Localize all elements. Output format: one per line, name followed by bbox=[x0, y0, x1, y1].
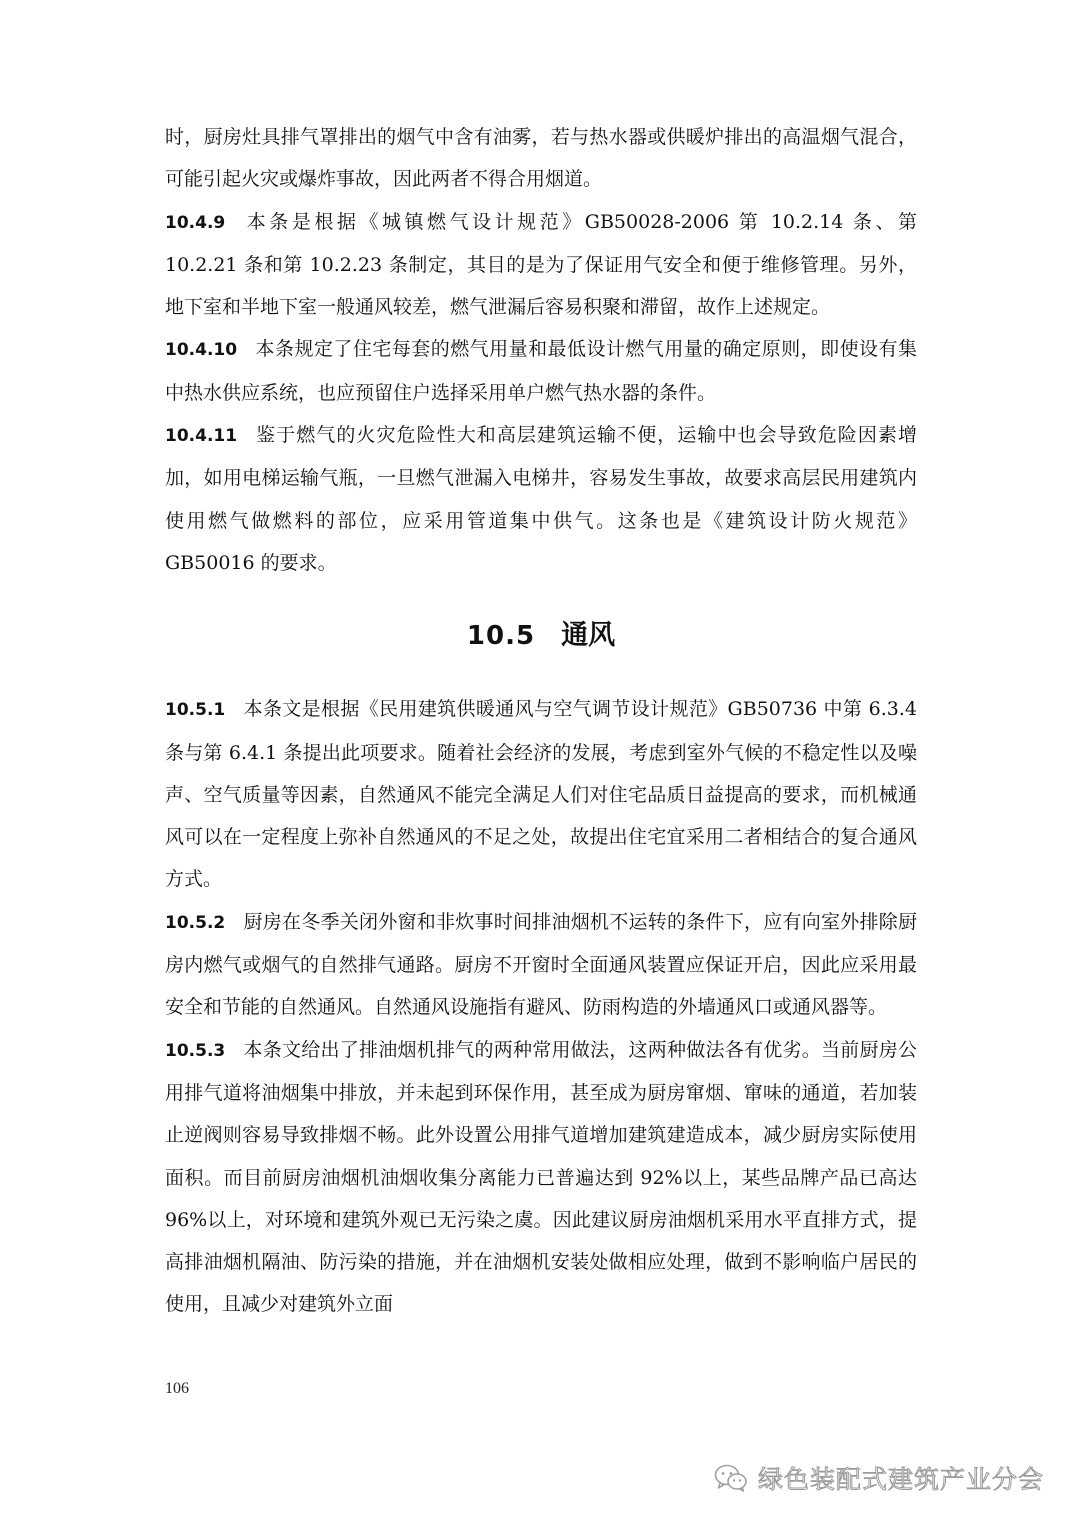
section-heading bbox=[165, 584, 917, 688]
clause-10-4-11 bbox=[165, 414, 917, 584]
section-number: 10.5 bbox=[466, 621, 536, 652]
clause-text: 厨房在冬季关闭外窗和非炊事时间排油烟机不运转的条件下，应有向室外排除厨房内燃气或烟气的自然排气通路。厨房不开窗时全面通风装置应保证开启，因此应采用最安全和节能的自然通风。自然通风设施指有避风、防雨构造的外墙通风口或通风器等。 bbox=[165, 910, 917, 1019]
clause-text: 本条文给出了排油烟机排气的两种常用做法，这两种做法各有优劣。当前厨房公用排气道将油烟集中排放，并未起到环保作用，甚至成为厨房窜烟、窜味的通道，若加装止逆阀则容易导致排烟不畅。此外设置公用排气道增加建筑建造成本，减少厨房实际使用面积。而目前厨房油烟机油烟收集分离能力已普遍达到 92%以上，某些品牌产品已高达 96%以上，对环境和建筑外观已无污染之虞。因此建议厨房油烟机采用水平直排方式，提高排油烟机隔油、防污染的措施，并在油烟机安装处做相应处理，做到不影响临户居民的使用，且减少对建筑外立面 bbox=[165, 1038, 917, 1316]
clause-text: 本条文是根据《民用建筑供暖通风与空气调节设计规范》GB50736 中第 6.3.4 条与第 6.4.1 条提出此项要求。随着社会经济的发展，考虑到室外气候的不稳定性以及噪声、空气质量等因素，自然通风不能完全满足人们对住宅品质日益提高的要求，而机械通风可以在一定程度上弥补自然通风的不足之处，故提出住宅宜采用二者相结合的复合通风方式。 bbox=[165, 698, 917, 891]
clause-number: 10.4.10 bbox=[165, 340, 238, 361]
clause-number: 10.5.3 bbox=[165, 1040, 226, 1061]
clause-10-5-2 bbox=[165, 901, 917, 1029]
clause-number: 10.5.1 bbox=[165, 700, 226, 721]
clause-10-5-3 bbox=[165, 1029, 917, 1326]
clause-text: 本条规定了住宅每套的燃气用量和最低设计燃气用量的确定原则，即使设有集中热水供应系统，也应预留住户选择采用单户燃气热水器的条件。 bbox=[165, 338, 917, 404]
clause-number: 10.5.2 bbox=[165, 912, 226, 933]
section-title: 通风 bbox=[561, 620, 616, 652]
clause-number: 10.4.9 bbox=[165, 212, 226, 233]
clause-text: 本条是根据《城镇燃气设计规范》GB50028-2006 第 10.2.14 条、第 10.2.21 条和第 10.2.23 条制定，其目的是为了保证用气安全和便于维修管理。另外，地下室和半地下室一般通风较差，燃气泄漏后容易积聚和滞留，故作上述规定。 bbox=[165, 210, 917, 319]
clause-number: 10.4.11 bbox=[165, 426, 238, 447]
watermark bbox=[714, 1458, 1044, 1498]
body-text bbox=[165, 116, 917, 1326]
wechat-icon bbox=[714, 1464, 748, 1492]
clause-text: 鉴于燃气的火灾危险性大和高层建筑运输不便，运输中也会导致危险因素增加，如用电梯运输气瓶，一旦燃气泄漏入电梯井，容易发生事故，故要求高层民用建筑内使用燃气做燃料的部位，应采用管道集中供气。这条也是《建筑设计防火规范》GB50016 的要求。 bbox=[165, 424, 917, 574]
clause-10-5-1 bbox=[165, 688, 917, 900]
page-number: 106 bbox=[165, 1380, 189, 1397]
paragraph-continuation bbox=[165, 116, 917, 201]
watermark-text: 绿色装配式建筑产业分会 bbox=[757, 1465, 1044, 1494]
clause-10-4-9 bbox=[165, 201, 917, 329]
paragraph-text: 时，厨房灶具排气罩排出的烟气中含有油雾，若与热水器或供暖炉排出的高温烟气混合，可能引起火灾或爆炸事故，因此两者不得合用烟道。 bbox=[165, 126, 917, 191]
clause-10-4-10 bbox=[165, 328, 917, 414]
